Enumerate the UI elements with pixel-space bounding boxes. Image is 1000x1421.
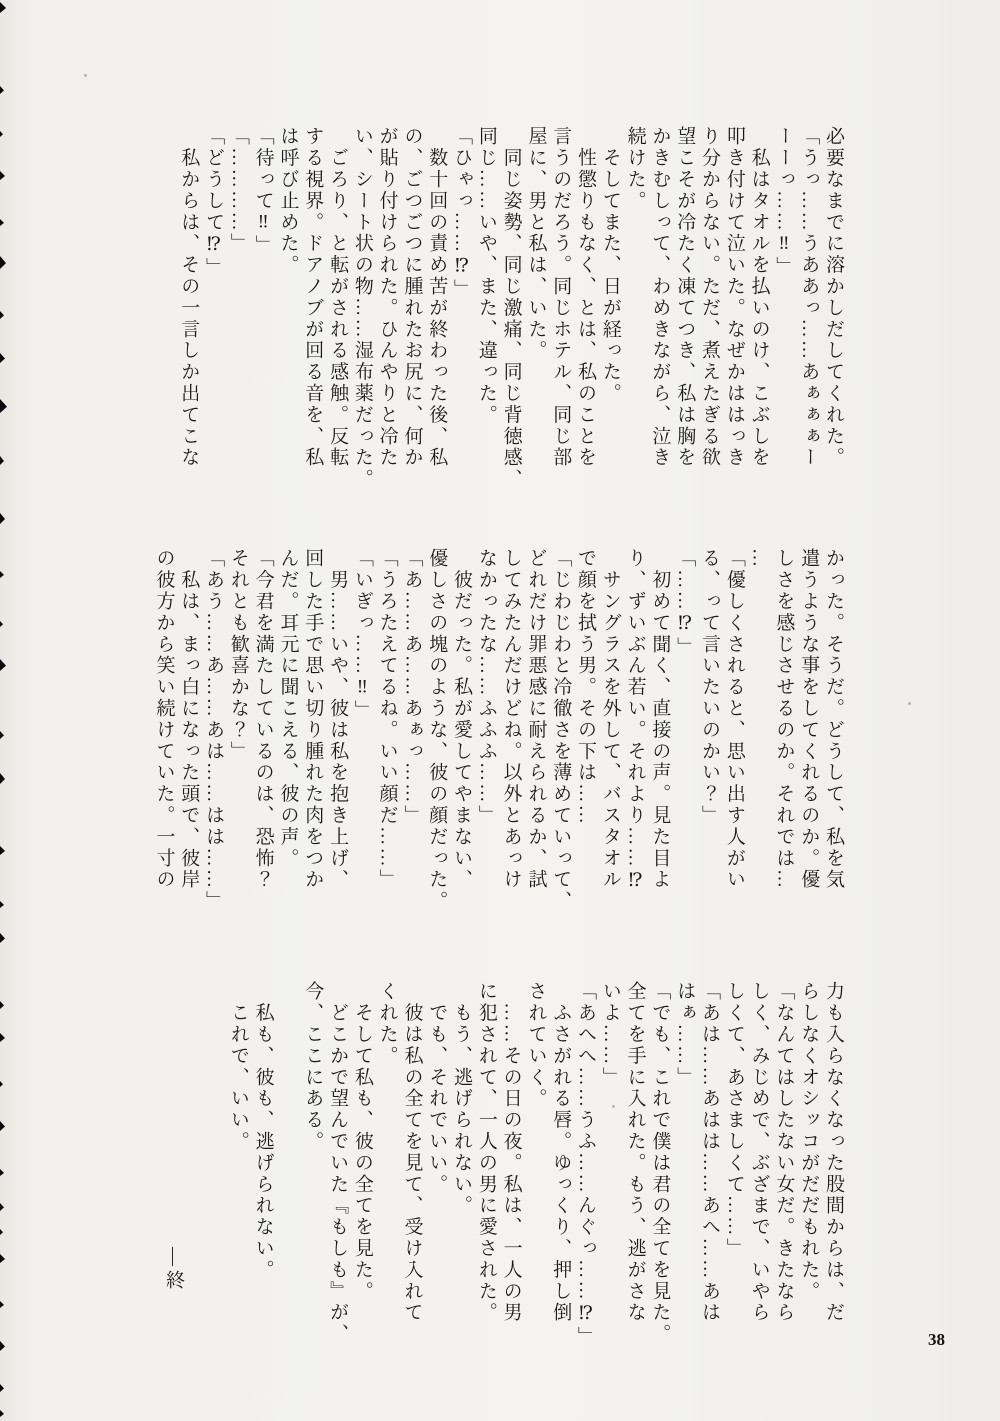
- text-column: 「優しくされると、思い出す人がい: [723, 548, 745, 891]
- text-column: 「どうして⁉」: [203, 126, 225, 279]
- text-column: る、って言いたいのかい？」: [699, 548, 721, 827]
- text-column: 「待って‼」: [252, 126, 274, 257]
- text-column: 私からは、その一言しか出てこな: [178, 126, 200, 469]
- text-column: 彼だった。私が愛してやまない、: [451, 548, 473, 891]
- text-column: 「うっ……うああっ……あぁぁぁー: [798, 126, 820, 469]
- text-column: 望こそが冷たく凍てつき、私は胸を: [674, 126, 696, 469]
- text-column: は呼び止めた。: [277, 126, 299, 276]
- text-column: サングラスを外して、バスタオル: [599, 548, 621, 891]
- text-column: でも、それでいい。: [426, 981, 448, 1195]
- text-block-bottom: [225, 981, 845, 1348]
- text-column: 「……⁉」: [674, 548, 696, 658]
- text-column: 「…………」: [227, 126, 249, 255]
- text-column: しさを感じさせるのか。それでは…: [773, 548, 795, 891]
- text-column: ごろり、と転がされる感触。反転: [327, 126, 349, 469]
- text-column: 「今君を満たしているのは、恐怖？: [252, 548, 274, 891]
- text-column: 「じわじわと冷徹さを薄めていって、: [550, 548, 572, 912]
- text-column: 同じ……いや、また、違った。: [475, 126, 497, 426]
- text-column: かきむしって、わめきながら、泣き: [649, 126, 671, 469]
- text-column: 叩き付けて泣いた。なぜかははっき: [723, 126, 745, 469]
- text-column: なかったな……ふふふ……」: [475, 548, 497, 827]
- text-column: 遣うような事をしてくれるのか。優: [798, 548, 820, 891]
- text-column: されていく。: [525, 981, 547, 1110]
- text-column: 「いぎっ……‼」: [351, 548, 373, 722]
- text-column: り分からない。ただ、煮えたぎる欲: [699, 126, 721, 469]
- text-column: はぁ……」: [674, 981, 696, 1088]
- text-column: 男……いや、彼は私を抱き上げ、: [327, 548, 349, 891]
- text-column: 「ひゃっ……⁉」: [451, 126, 473, 301]
- page-number: 38: [928, 1330, 945, 1349]
- text-column: これで、いい。: [227, 981, 249, 1153]
- text-column: 回した手で思い切り腫れた肉をつか: [302, 548, 324, 891]
- text-column: 言うのだろう。同じホテル、同じ部: [550, 126, 572, 469]
- text-block-middle: [151, 548, 845, 912]
- text-block-top: [175, 126, 845, 490]
- text-column: ふさがれる唇。ゆっくり、押し倒: [550, 981, 572, 1324]
- text-column: そしてまた、日が経った。: [599, 126, 621, 405]
- text-column: …: [748, 548, 770, 570]
- text-column: 「あう……あ……あは……はは……」: [203, 548, 225, 912]
- text-column: かった。そうだ。どうして、私を気: [823, 548, 844, 891]
- text-column: り、ずいぶん若い。それより……⁉: [624, 548, 646, 894]
- text-column: 「うろたえてるね。いい顔だ……」: [376, 548, 398, 891]
- text-column: ーーっ……‼」: [773, 126, 795, 278]
- text-column: 「なんてはしたない女だ。きたなら: [773, 981, 795, 1324]
- text-column: 必要なまでに溶かしだしてくれた。: [823, 126, 844, 469]
- text-column: 「あは……あはは……あへ……あは: [699, 981, 721, 1324]
- story-end-mark: ―終: [163, 1247, 184, 1293]
- text-column: もう、逃げられない。: [451, 981, 473, 1217]
- text-column: が貼り付けられた。ひんやりと冷た: [376, 126, 398, 469]
- text-column: 「あ……あ……あぁっ……」: [401, 548, 423, 827]
- text-column: 私は、まっ白になった頭で、彼岸: [178, 548, 200, 891]
- text-column: 私はタオルを払いのけ、こぶしを: [748, 126, 770, 469]
- text-column: 「あへへ……うふ……んぐっ……⁉」: [575, 981, 597, 1348]
- text-column: 続けた。: [624, 126, 646, 212]
- text-column: くれた。: [376, 981, 398, 1067]
- text-column: の彼方から笑い続けていた。一寸の: [153, 548, 175, 891]
- text-column: 数十回の責め苦が終わった後、私: [426, 126, 448, 469]
- text-column: の、ごつごつに腫れたお尻に、何か: [401, 126, 423, 469]
- text-column: 初めて聞く、直接の声。見た目よ: [649, 548, 671, 891]
- text-column: どこかで望んでいた『もしも』が、: [327, 981, 349, 1345]
- text-column: で顔を拭う男。その下は……: [575, 548, 597, 827]
- text-column: する視界。ドアノブが回る音を、私: [302, 126, 324, 469]
- text-column: んだ。耳元に聞こえる、彼の声。: [277, 548, 299, 869]
- paper-speck: [84, 74, 87, 77]
- text-column: 屋に、男と私は、いた。: [525, 126, 547, 362]
- text-column: らしなくオシッコがだだもれた。: [798, 981, 820, 1302]
- text-column: 同じ姿勢、同じ激痛、同じ背徳感、: [500, 126, 522, 490]
- text-column: どれだけ罪悪感に耐えられるか、試: [525, 548, 547, 891]
- text-column: 力も入らなくなった股間からは、だ: [823, 981, 844, 1324]
- text-column: してみたんだけどね。以外とあっけ: [500, 548, 522, 891]
- text-column: ……その日の夜。私は、一人の男: [500, 981, 522, 1324]
- text-column: 性懲りもなく、とは、私のことを: [575, 126, 597, 469]
- text-column: 「でも、これで僕は君の全てを見た。: [649, 981, 671, 1345]
- text-column: それとも歓喜かな？」: [227, 548, 249, 762]
- text-column: 彼は私の全てを見て、受け入れて: [401, 981, 423, 1324]
- text-column: いよ……」: [599, 981, 621, 1088]
- text-column: しく、みじめで、ぶざまで、いやら: [748, 981, 770, 1324]
- text-column: 私も、彼も、逃げられない。: [252, 981, 274, 1281]
- text-column: い、シート状の物……湿布薬だった。: [351, 126, 373, 490]
- paper-speck: [908, 702, 911, 705]
- text-column: しくて、あさましくて……」: [723, 981, 745, 1260]
- blank-column: [275, 981, 300, 1327]
- text-column: 全てを手に入れた。もう、逃がさな: [624, 981, 646, 1324]
- text-column: そして私も、彼の全てを見た。: [351, 981, 373, 1302]
- text-column: 今、ここにある。: [302, 981, 324, 1153]
- text-column: 優しさの塊のような、彼の顔だった。: [426, 548, 448, 912]
- text-column: に犯されて、一人の男に愛された。: [475, 981, 497, 1324]
